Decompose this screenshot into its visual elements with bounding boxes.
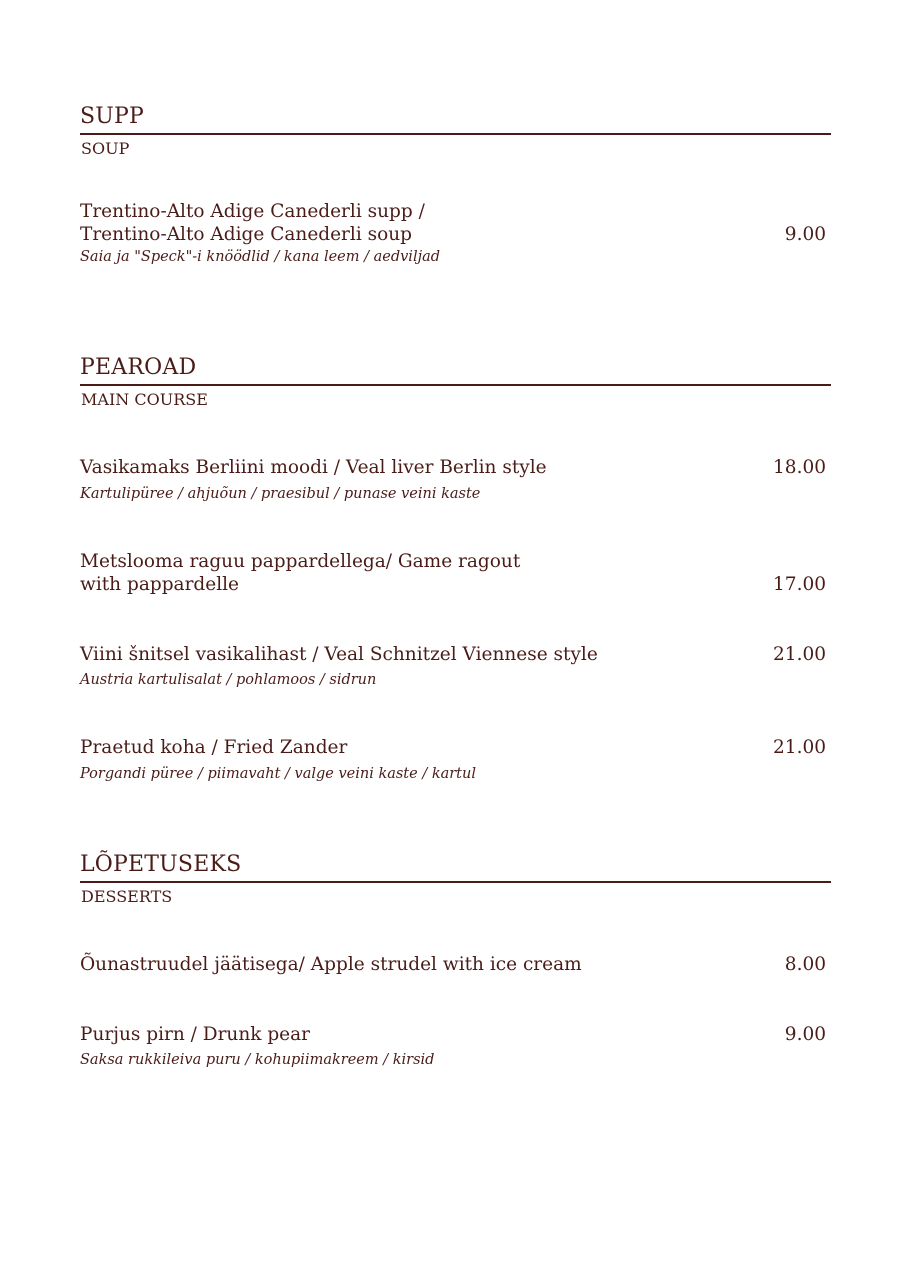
item-name: [80, 456, 720, 479]
item-name-line: Õunastruudel jäätisega/ Apple strudel with ice cream: [80, 954, 582, 975]
section-divider: [80, 881, 831, 883]
item-price: 18.00: [773, 457, 826, 478]
item-price: 17.00: [773, 574, 826, 595]
item-price: 9.00: [784, 1024, 826, 1045]
item-name-line: Purjus pirn / Drunk pear: [80, 1024, 311, 1045]
section-title: SUPP: [80, 104, 145, 129]
item-name-line: Trentino-Alto Adige Canederli supp /: [80, 201, 425, 222]
item-name: [80, 736, 720, 759]
item-price: 21.00: [773, 644, 826, 665]
section-subtitle: SOUP: [81, 139, 130, 158]
section-title: PEAROAD: [80, 355, 197, 380]
item-name-line: Praetud koha / Fried Zander: [80, 737, 348, 758]
item-description: Saia ja "Speck"-i knöödlid / kana leem / aedviljad: [80, 249, 441, 265]
item-name: [80, 200, 720, 246]
item-name-line: Vasikamaks Berliini moodi / Veal liver Berlin style: [80, 457, 547, 478]
item-name-line: with pappardelle: [80, 574, 239, 595]
section-title: LÕPETUSEKS: [80, 852, 242, 877]
item-name-line: Viini šnitsel vasikalihast / Veal Schnitzel Viennese style: [80, 644, 598, 665]
section-subtitle: MAIN COURSE: [81, 390, 208, 409]
section-subtitle: DESSERTS: [81, 887, 173, 906]
section-divider: [80, 133, 831, 135]
item-description: Porgandi püree / piimavaht / valge veini kaste / kartul: [80, 766, 476, 782]
item-name-line: Trentino-Alto Adige Canederli soup: [80, 224, 413, 245]
item-name: [80, 953, 720, 976]
item-price: 9.00: [784, 224, 826, 245]
item-name: [80, 1023, 720, 1046]
item-description: Austria kartulisalat / pohlamoos / sidrun: [80, 672, 377, 688]
item-name: [80, 550, 720, 596]
section-divider: [80, 384, 831, 386]
item-description: Kartulipüree / ahjuõun / praesibul / punase veini kaste: [80, 486, 481, 502]
item-name-line: Metslooma raguu pappardellega/ Game ragout: [80, 551, 521, 572]
item-price: 21.00: [773, 737, 826, 758]
item-price: 8.00: [784, 954, 826, 975]
item-name: [80, 643, 720, 666]
item-description: Saksa rukkileiva puru / kohupiimakreem / kirsid: [80, 1052, 435, 1068]
